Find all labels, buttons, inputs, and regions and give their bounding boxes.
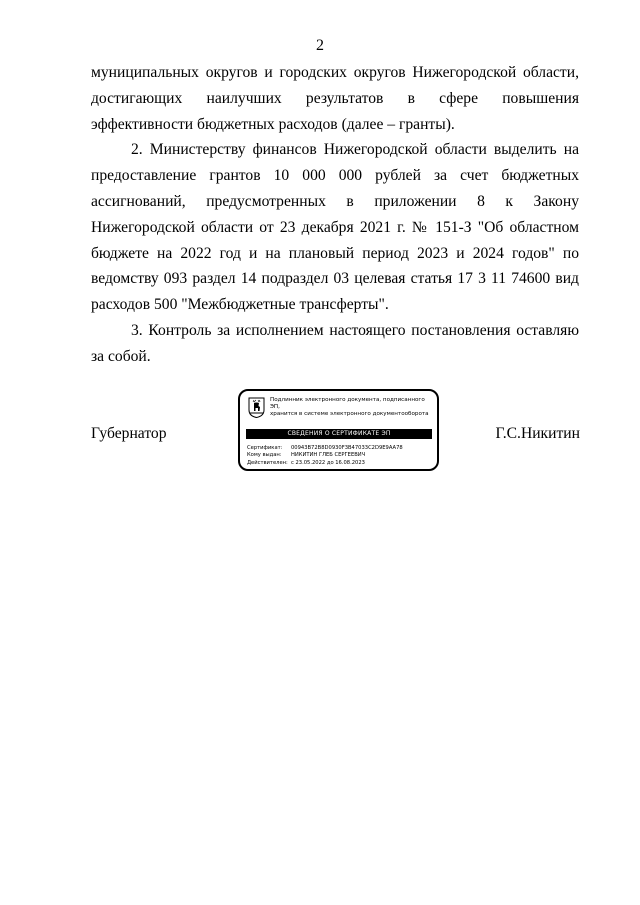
- document-body: [91, 60, 579, 370]
- stamp-owner-row: [247, 452, 433, 459]
- validity-label: Действителен:: [247, 459, 288, 466]
- electronic-signature-stamp: [238, 389, 439, 471]
- stamp-certificate-details: [247, 445, 433, 467]
- coat-of-arms-deer-icon: [248, 397, 265, 418]
- signatory-position: Губернатор: [91, 425, 167, 442]
- stamp-header: [270, 397, 434, 418]
- stamp-validity-row: [247, 460, 433, 467]
- stamp-header-line-2: хранится в системе электронного документооборота: [270, 411, 429, 417]
- owner-label: Кому выдан:: [247, 452, 282, 459]
- owner-value: НИКИТИН ГЛЕБ СЕРГЕЕВИЧ: [291, 452, 366, 459]
- stamp-title: СВЕДЕНИЯ О СЕРТИФИКАТЕ ЭП: [246, 429, 432, 439]
- signatory-name: Г.С.Никитин: [495, 425, 580, 442]
- paragraph-grants-definition: муниципальных округов и городских округов Нижегородской области, достигающих наилучших результатов в сфере повышения эффективности бюджетных расходов (далее – гранты).: [91, 64, 579, 133]
- validity-value: с 23.05.2022 до 16.08.2023: [291, 459, 365, 466]
- certificate-value: 00943B72B8D0930F3B47033C2D9E9AA78: [291, 445, 403, 451]
- page-number: 2: [316, 37, 324, 54]
- paragraph-item-3: 3. Контроль за исполнением настоящего постановления оставляю за собой.: [91, 321, 579, 365]
- certificate-label: Сертификат:: [247, 445, 283, 451]
- stamp-certificate-row: [247, 445, 433, 452]
- paragraph-item-2: 2. Министерству финансов Нижегородской области выделить на предоставление грантов 10 000 000 рублей за счет бюджетных ассигнований, предусмотренных в приложении 8 к Закону Нижегородской области от 23 декабря 2021 г. № 151-З "Об областном бюджете на 2022 год и на плановый период 2023 и 2024 годов" по ведомству 093 раздел 14 подраздел 03 целевая статья 17 3 11 74600 вид расходов 500 "Межбюджетные трансферты".: [91, 141, 579, 314]
- stamp-header-line-1: Подлинник электронного документа, подписанного ЭП,: [270, 397, 425, 410]
